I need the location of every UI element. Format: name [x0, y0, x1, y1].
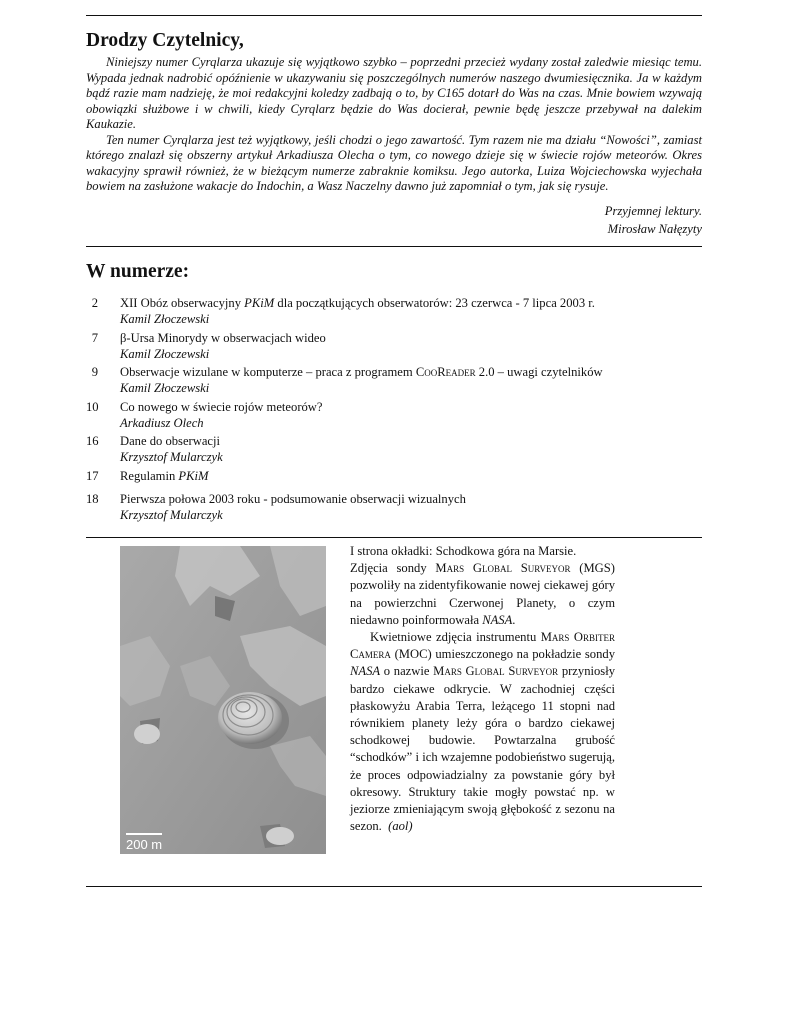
letter-heading: Drodzy Czytelnicy,	[86, 30, 244, 51]
toc-title: Dane do obserwacji	[120, 434, 221, 448]
toc-page-number: 7	[91, 331, 98, 345]
toc-heading: W numerze:	[86, 261, 190, 282]
bottom-rule	[86, 886, 702, 887]
letter-closing: Przyjemnej lektury.	[604, 204, 702, 218]
toc-author: Krzysztof Mularczyk	[120, 450, 223, 464]
scale-bar	[126, 833, 162, 835]
toc-title: Co nowego w świecie rojów meteorów?	[120, 400, 323, 414]
section-rule-2	[86, 537, 702, 538]
author-initials: (aol)	[388, 819, 413, 834]
toc-author: Krzysztof Mularczyk	[120, 508, 223, 522]
letter-signature: Mirosław Nałęzyty	[607, 222, 702, 236]
cover-paragraph-1: Zdjęcia sondy Mars Global Surveyor (MGS) pozwoliły na zidentyfikowanie nowej ciekawej góry na powierzchni Czerwonej Planety, o czym niedawno poinformowała NASA.	[350, 561, 615, 627]
scale-label: 200 m	[126, 837, 163, 852]
cover-description	[350, 543, 615, 835]
toc-page-number: 10	[86, 400, 99, 414]
toc-title: Pierwsza połowa 2003 roku - podsumowanie obserwacji wizualnych	[120, 492, 466, 506]
letter-signature-block	[605, 202, 702, 238]
letter-paragraph-2: Ten numer Cyrqlarza jest też wyjątkowy, jeśli chodzi o jego zawartość. Tym razem nie ma działu “Nowości”, zamiast którego znalazł się obszerny artykuł Arkadiusza Olecha o tym, co nowego dzieje się w świecie rojów meteorów. Okres wakacyjny sprawił również, że w bieżącym numerze zabraknie komiksu. Jego autorka, Luiza Wojciechowska wyjechała bowiem na zasłużone wakacje do Indochin, a Wasz Naczelny dawno już zapomniał o tym, jak się rysuje.	[86, 132, 702, 193]
toc-title: XII Obóz obserwacyjny PKiM dla początkujących obserwatorów: 23 czerwca - 7 lipca 2003 r.	[120, 296, 595, 310]
cover-photo	[120, 546, 326, 854]
toc-page-number: 16	[86, 434, 99, 448]
toc-author: Kamil Złoczewski	[120, 381, 210, 395]
cover-paragraph-2: Kwietniowe zdjęcia instrumentu Mars Orbiter Camera (MOC) umieszczonego na pokładzie sondy NASA o nazwie Mars Global Surveyor przyniosły bardzo ciekawe odkrycie. W zachodniej części płaskowyżu Arabia Terra, leżącego 11 stopni nad równikiem planety leży góra o bardzo ciekawej schodkowej budowie. Powtarzalna grubość “schodków” i ich wzajemne podobieństwo sugerują, że proces odpowiadzialny za powstanie góry był okresowy. Struktury takie mogły powstać np. w jeziorze zmieniającym swoją głębokość z sezonu na sezon. (aol)	[350, 630, 615, 834]
toc-author: Arkadiusz Olech	[120, 416, 204, 430]
toc-title: β-Ursa Minorydy w obserwacjach wideo	[120, 331, 326, 345]
toc-title: Regulamin PKiM	[120, 469, 209, 483]
toc-title: Obserwacje wizulane w komputerze – praca z programem CooReader 2.0 – uwagi czytelników	[120, 365, 603, 379]
toc-page-number: 17	[86, 469, 99, 483]
cover-caption: I strona okładki: Schodkowa góra na Marsie.	[350, 544, 577, 558]
toc-page-number: 9	[91, 365, 98, 379]
toc-page-number: 2	[91, 296, 98, 310]
toc-author: Kamil Złoczewski	[120, 347, 210, 361]
top-rule	[86, 15, 702, 16]
letter-body	[86, 55, 702, 195]
section-rule-1	[86, 246, 702, 247]
toc-page-number: 18	[86, 492, 99, 506]
toc-author: Kamil Złoczewski	[120, 312, 210, 326]
letter-paragraph-1: Niniejszy numer Cyrqlarza ukazuje się wyjątkowo szybko – poprzedni przecież wydany został zaledwie miesiąc temu. Wypada jednak nadrobić opóźnienie w ukazywaniu się poszczególnych numerów naszego dwumiesięcznika. Ja w każdym bądź razie mam nadzieję, że moi redakcyjni koledzy zadbają o to, by C165 dotarł do Was na czas. Mnie bowiem wzywają obowiązki służbowe i w chwili, kiedy Cyrqlarz będzie do Was docierał, pewnie będę jeszcze przebywał na dalekim Kaukazie.	[86, 55, 702, 131]
